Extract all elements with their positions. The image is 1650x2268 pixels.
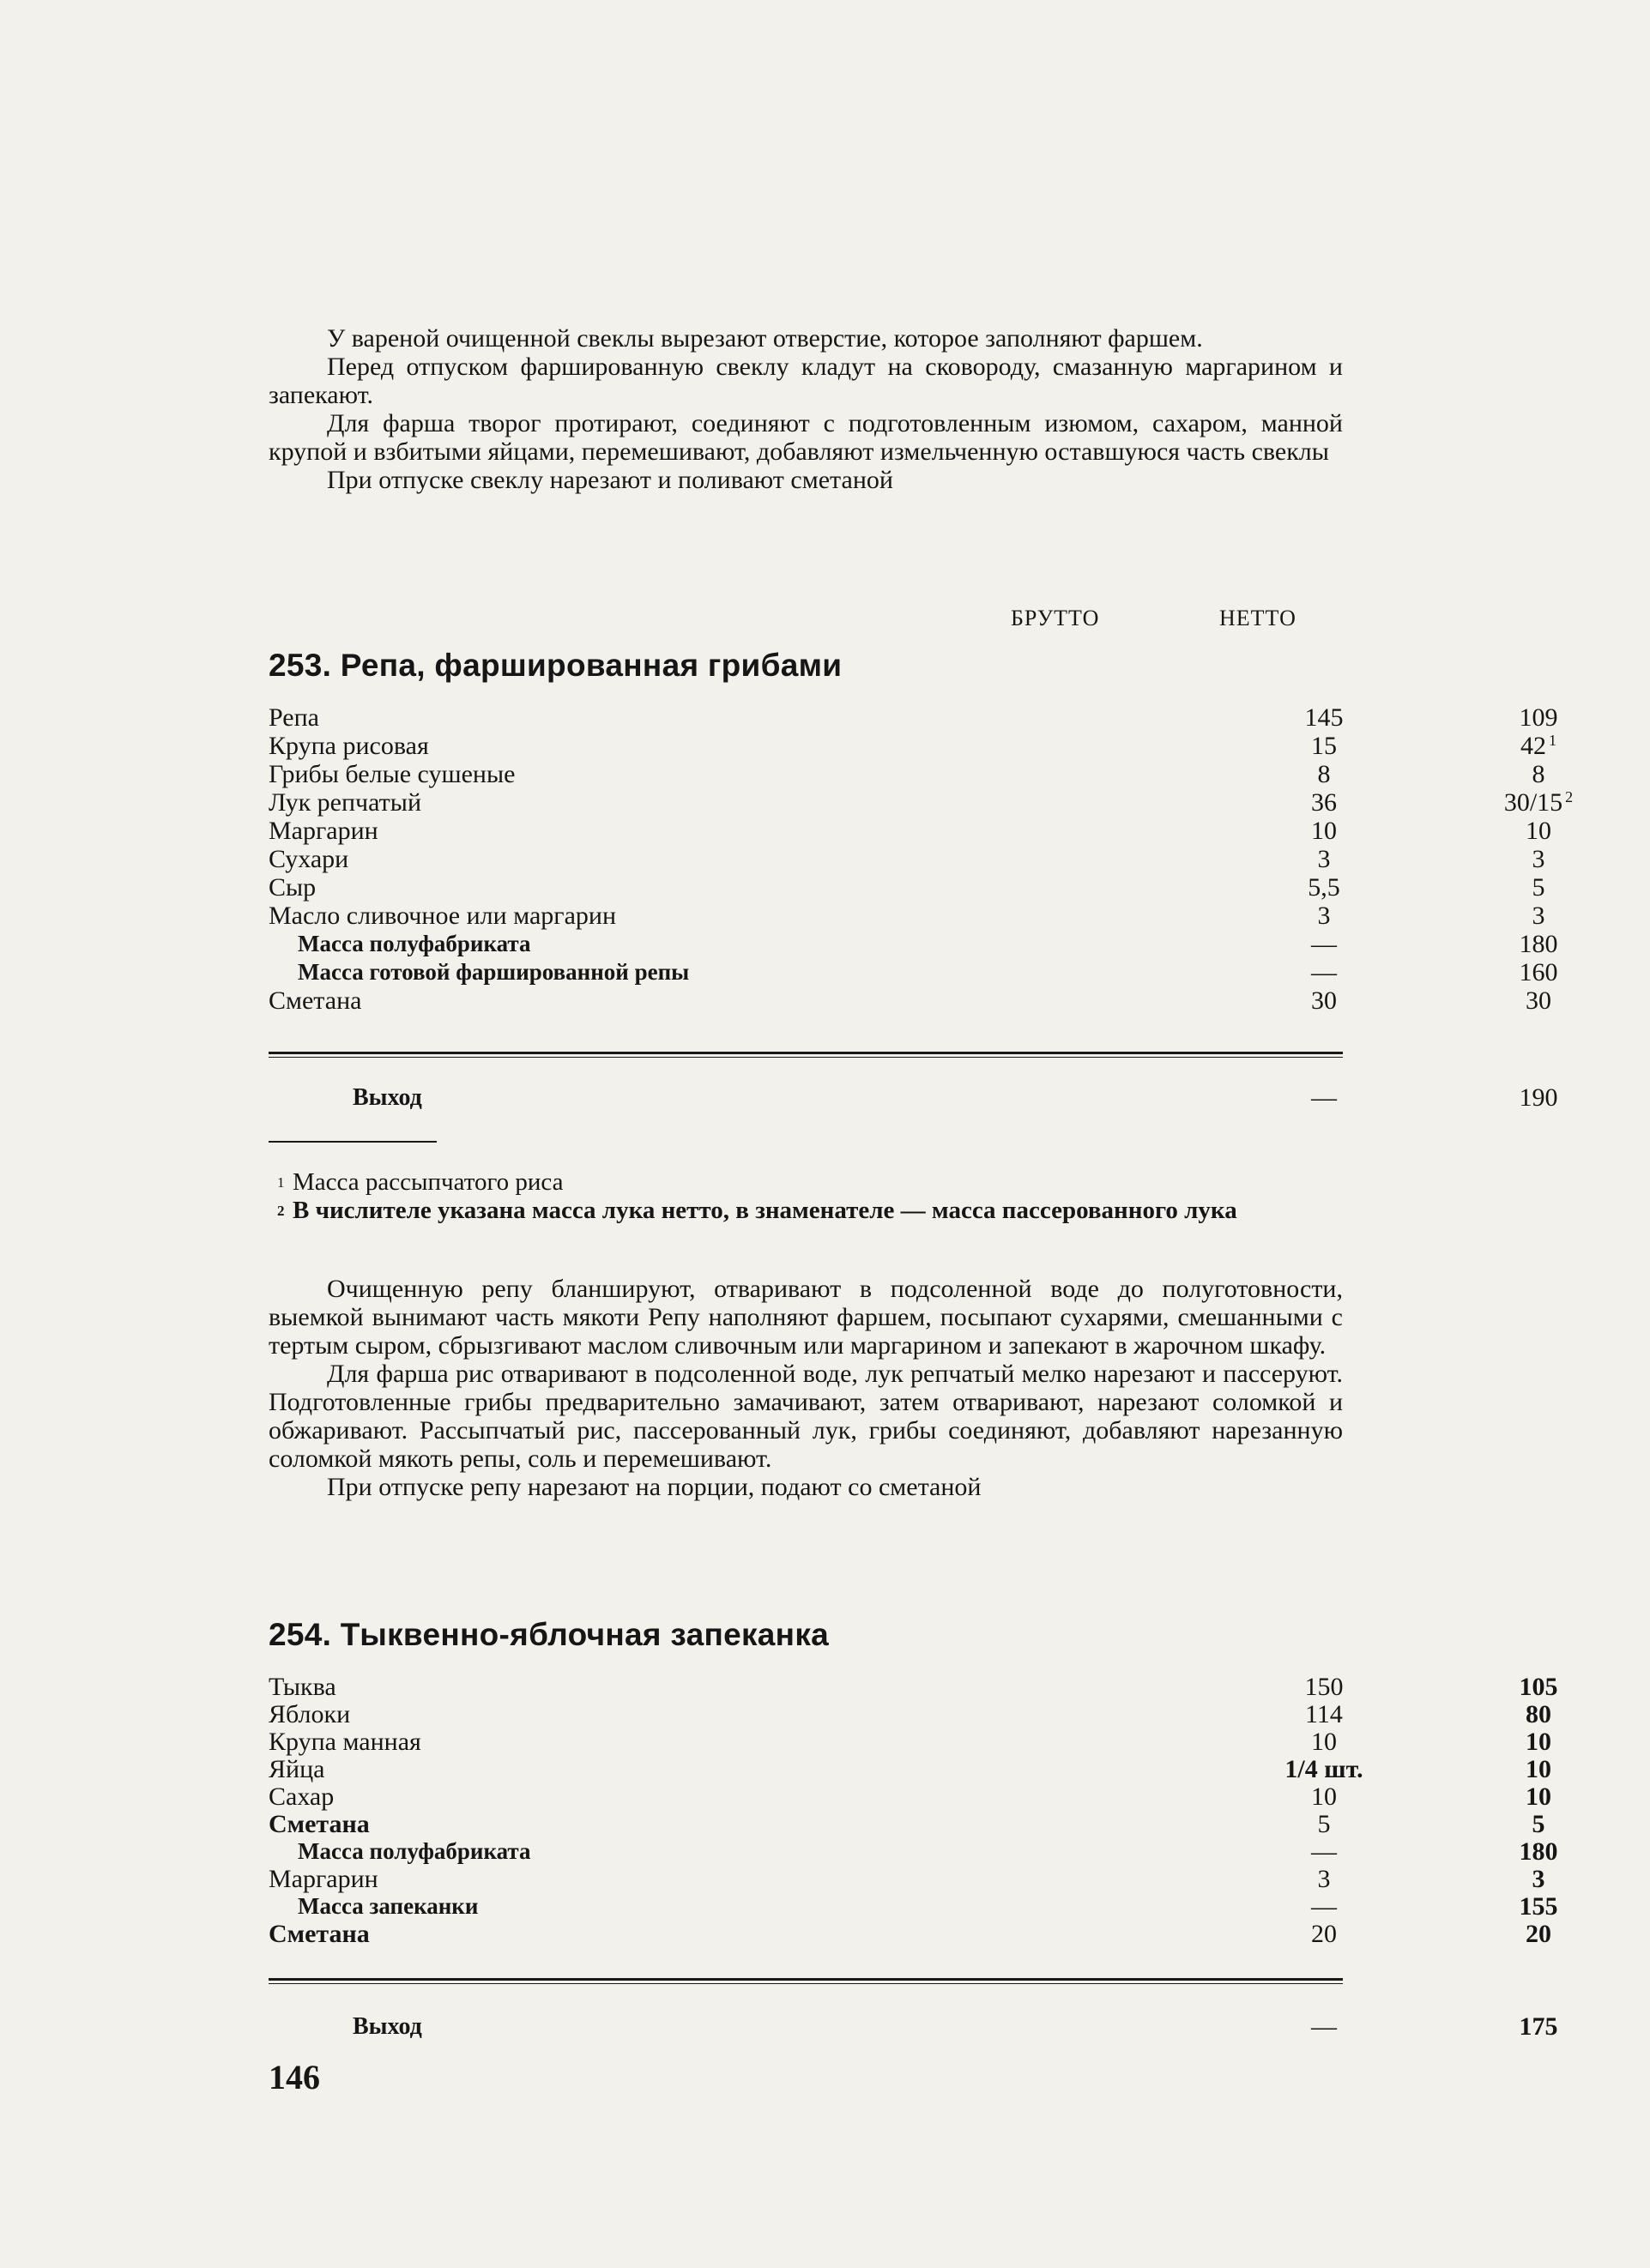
netto-value: 105: [1519, 1673, 1558, 1701]
table-row: [269, 732, 1556, 760]
yield-brutto: —: [1311, 2012, 1337, 2041]
footnote-mark: 1: [277, 1174, 285, 1191]
yield-label: Выход: [353, 1084, 422, 1111]
netto-value: 3: [1532, 902, 1545, 930]
page-number: 146: [269, 2058, 320, 2096]
netto-value: [1427, 788, 1650, 817]
netto-value: 160: [1519, 958, 1558, 986]
column-header-netto: НЕТТО: [1219, 606, 1296, 630]
brutto-value: 3: [1317, 902, 1331, 930]
table-row: [269, 1782, 1551, 1811]
netto-value: 10: [1526, 1728, 1551, 1756]
method-text: [269, 1275, 1343, 1501]
ingredient-name: Сметана: [269, 1920, 370, 1948]
brutto-value: 10: [1311, 1782, 1337, 1811]
table-row: [269, 958, 1558, 986]
footnote-text: Масса рассыпчатого риса: [293, 1168, 564, 1196]
brutto-value: 150: [1304, 1673, 1344, 1701]
ingredient-name: Масса готовой фаршированной репы: [298, 959, 690, 985]
table-row: [269, 788, 1574, 817]
brutto-value: —: [1311, 958, 1337, 986]
yield-row: [269, 2012, 1558, 2042]
brutto-value: 3: [1317, 845, 1331, 873]
netto-value: 5: [1532, 873, 1545, 902]
paragraph: Для фарша творог протирают, соединяют с подготовленным изюмом, сахаром, манной крупой и взбитыми яйцами, перемешивают, добавляют измельченную оставшуюся часть свеклы: [269, 409, 1343, 466]
footnote: [269, 1197, 1343, 1225]
paragraph: У вареной очищенной свеклы вырезают отверстие, которое заполняют фаршем.: [327, 324, 1203, 353]
brutto-value: 5: [1317, 1810, 1331, 1838]
netto-value: 8: [1532, 760, 1545, 788]
netto-value: 30: [1526, 986, 1551, 1015]
brutto-value: 1/4 шт.: [1284, 1755, 1363, 1783]
netto-value: [1427, 732, 1650, 760]
netto-value: 5: [1532, 1810, 1545, 1838]
table-rule: [269, 1057, 1343, 1058]
brutto-value: 20: [1311, 1920, 1337, 1948]
ingredient-name: Сметана: [269, 986, 362, 1015]
ingredient-name: Крупа манная: [269, 1728, 421, 1756]
netto-value: 80: [1526, 1700, 1551, 1728]
yield-netto: 190: [1519, 1083, 1558, 1112]
ingredient-name: Лук репчатый: [269, 788, 421, 817]
paragraph: Очищенную репу бланшируют, отваривают в подсоленной воде до полуготовности, выемкой вынимают часть мякоти Репу наполняют фаршем, посыпают сухарями, смешанными с тертым сыром, сбрызгивают маслом сливочным или маргарином и запекают в жарочном шкафу.: [269, 1275, 1343, 1360]
ingredient-name: Масса полуфабриката: [298, 1838, 531, 1864]
footnote: [269, 1168, 1343, 1197]
table-row: [269, 986, 1551, 1015]
brutto-value: 10: [1311, 817, 1337, 845]
ingredient-name: Сухари: [269, 845, 349, 873]
netto-value: 180: [1519, 930, 1558, 958]
brutto-value: —: [1311, 930, 1337, 958]
netto-number: 30/15: [1503, 788, 1563, 817]
paragraph: При отпуске репу нарезают на порции, подают со сметаной: [327, 1473, 982, 1501]
netto-value: 20: [1526, 1920, 1551, 1948]
table-row: [269, 902, 1545, 930]
footnote-ref: 2: [1565, 788, 1574, 805]
brutto-value: —: [1311, 1837, 1337, 1866]
yield-brutto: —: [1311, 1083, 1337, 1112]
netto-value: 3: [1532, 1865, 1545, 1893]
brutto-value: —: [1311, 1892, 1337, 1921]
paragraph: Перед отпуском фаршированную свеклу кладут на сковороду, смазанную маргарином и запекают.: [269, 353, 1343, 409]
brutto-value: 114: [1305, 1700, 1343, 1728]
table-row: [269, 1728, 1551, 1756]
netto-value: 109: [1519, 703, 1558, 732]
table-row: [269, 1700, 1551, 1728]
table-row: [269, 1892, 1558, 1921]
brutto-value: 10: [1311, 1728, 1337, 1756]
yield-label: Выход: [353, 2013, 422, 2040]
footnote-mark: 2: [277, 1203, 285, 1219]
netto-number: 42: [1520, 732, 1546, 760]
netto-value: 3: [1532, 845, 1545, 873]
footnote-rule: [269, 1141, 437, 1143]
ingredient-name: Крупа рисовая: [269, 732, 429, 760]
column-header-brutto: БРУТТО: [1011, 606, 1100, 630]
paragraph: Для фарша рис отваривают в подсоленной воде, лук репчатый мелко нарезают и пассеруют. Подготовленные грибы предварительно замачивают, затем отваривают, нарезают соломкой и обжаривают. Рассыпчатый рис, пассерованный лук, грибы соединяют, добавляют нарезанную соломкой мякоть репы, соль и перемешивают.: [269, 1360, 1343, 1473]
netto-value: 10: [1526, 1755, 1551, 1783]
table-row: [269, 760, 1545, 788]
table-row: [269, 703, 1558, 732]
ingredient-name: Масса запеканки: [298, 1893, 479, 1919]
netto-value: 10: [1526, 1782, 1551, 1811]
ingredient-name: Яблоки: [269, 1700, 351, 1728]
table-row: [269, 1920, 1551, 1948]
ingredient-name: Грибы белые сушеные: [269, 760, 516, 788]
brutto-value: 36: [1311, 788, 1337, 817]
netto-value: 180: [1519, 1837, 1558, 1866]
netto-value: 155: [1519, 1892, 1558, 1921]
footnote-ref: 1: [1549, 732, 1556, 749]
ingredient-name: Сахар: [269, 1782, 335, 1811]
table-rule: [269, 1983, 1343, 1984]
ingredient-name: Сыр: [269, 873, 317, 902]
netto-value: 10: [1526, 817, 1551, 845]
ingredient-name: Репа: [269, 703, 319, 732]
intro-text: [269, 324, 1343, 494]
ingredient-name: Масса полуфабриката: [298, 931, 531, 956]
table-row: [269, 845, 1545, 873]
yield-netto: 175: [1519, 2012, 1558, 2041]
recipe-title: 253. Репа, фаршированная грибами: [269, 648, 843, 683]
ingredient-name: Сметана: [269, 1810, 370, 1838]
ingredient-name: Маргарин: [269, 1865, 378, 1893]
brutto-value: 145: [1304, 703, 1344, 732]
table-row: [269, 817, 1551, 845]
table-row: [269, 1673, 1558, 1701]
brutto-value: 15: [1311, 732, 1337, 760]
brutto-value: 5,5: [1308, 873, 1340, 902]
table-row: [269, 1865, 1545, 1893]
yield-row: [269, 1083, 1558, 1113]
table-rule: [269, 1052, 1343, 1054]
recipe-title: 254. Тыквенно-яблочная запеканка: [269, 1617, 830, 1652]
table-row: [269, 930, 1558, 958]
table-row: [269, 1755, 1551, 1783]
table-row: [269, 1837, 1558, 1866]
table-rule: [269, 1978, 1343, 1981]
footnote-text: В числителе указана масса лука нетто, в знаменателе — масса пассерованного лука: [293, 1197, 1237, 1224]
paragraph: При отпуске свеклу нарезают и поливают сметаной: [327, 466, 893, 494]
brutto-value: 8: [1317, 760, 1331, 788]
ingredient-name: Тыква: [269, 1673, 336, 1701]
brutto-value: 30: [1311, 986, 1337, 1015]
ingredient-name: Яйца: [269, 1755, 325, 1783]
table-row: [269, 1810, 1545, 1838]
ingredient-name: Маргарин: [269, 817, 378, 845]
table-row: [269, 873, 1545, 902]
ingredient-name: Масло сливочное или маргарин: [269, 902, 617, 930]
brutto-value: 3: [1317, 1865, 1331, 1893]
